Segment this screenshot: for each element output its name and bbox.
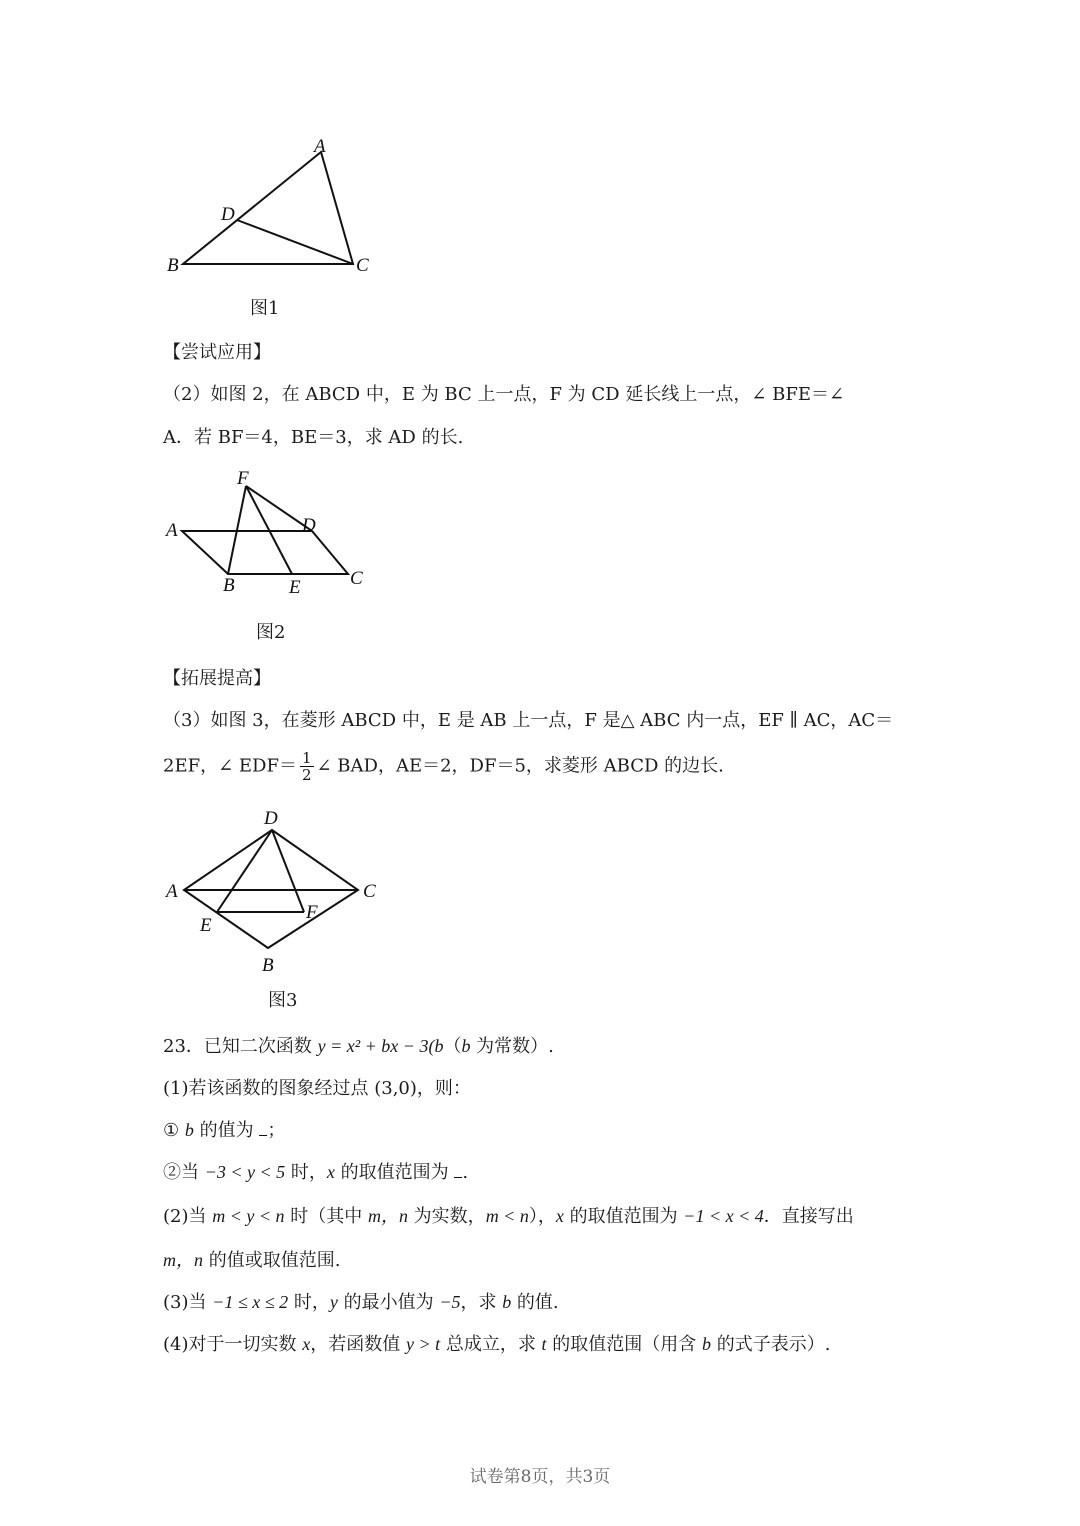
point-label-a: A (166, 881, 178, 902)
q23-p2-e: 的取值范围为 (563, 1206, 684, 1227)
q23-formula: y = x² + bx − 3(b (317, 1036, 444, 1056)
q23-p4-var2: t (541, 1334, 547, 1354)
segment-dc (237, 220, 353, 264)
q23-p4-c: 总成立，求 (440, 1334, 542, 1355)
point-label-c: C (363, 881, 376, 902)
point-label-e: E (200, 915, 212, 936)
q23-p2-ineq3: −1 < x < 4 (683, 1206, 764, 1226)
q23-intro-c: 为常数）. (470, 1036, 554, 1057)
q23-p1-2-a: ②当 (163, 1162, 205, 1183)
q23-intro-b: （ (443, 1036, 462, 1057)
section-try-heading: 【尝试应用】 (163, 342, 271, 363)
q23-p4-d: 的取值范围（用含 (546, 1334, 703, 1355)
point-label-b: B (262, 955, 274, 976)
q23-p3-c: 的最小值为 (337, 1292, 440, 1313)
figure-1-caption: 图1 (250, 298, 280, 319)
point-label-a: A (166, 520, 178, 541)
q23-p2-c: 为实数， (407, 1206, 486, 1227)
q23-p4-ineq: y > t (405, 1334, 441, 1354)
q23-p3-ineq: −1 ≤ x ≤ 2 (212, 1292, 289, 1312)
q23-part-3 (163, 1288, 559, 1314)
q23-p1-2-c: 的取值范围为 (334, 1162, 455, 1183)
q23-part-2 (163, 1202, 854, 1228)
triangle-abc (183, 152, 353, 264)
parallelogram-abcd (182, 531, 348, 574)
q23-p2-a: (2)当 (163, 1206, 213, 1227)
q23-p3-var: y (329, 1292, 338, 1312)
section-extend-heading: 【拓展提高】 (163, 668, 271, 689)
point-label-d: D (264, 808, 278, 829)
point-label-d: D (302, 515, 316, 536)
point-label-b: B (167, 255, 179, 276)
q23-p3-d: ，求 (460, 1292, 503, 1313)
q23-p1-2-b: 时， (285, 1162, 327, 1183)
q23-intro (163, 1032, 554, 1058)
fraction-denominator: 2 (301, 766, 312, 784)
problem-3-text-b: ∠ BAD，AE＝2，DF＝5，求菱形 ABCD 的边长. (316, 755, 724, 777)
q23-p1-1-a: ① (163, 1120, 185, 1141)
q23-part-1-2 (163, 1158, 468, 1184)
fraction-half (300, 750, 314, 783)
q23-p4-e: 的式子表示）. (711, 1334, 831, 1355)
q23-p3-b: 时， (288, 1292, 330, 1313)
point-label-e: E (289, 577, 301, 598)
fraction-numerator: 1 (301, 749, 312, 767)
point-label-f: F (306, 902, 318, 923)
q23-p2-ineq2: m < n (485, 1206, 529, 1226)
figure-1 (150, 130, 390, 290)
point-label-b: B (223, 575, 235, 596)
q23-p1-2-ineq: −3 < y < 5 (204, 1162, 286, 1182)
q23-p1-1-b: 的值为 (193, 1120, 260, 1141)
q23-p4-var3: b (702, 1334, 712, 1354)
point-label-f: F (237, 468, 249, 489)
q23-part-2-line-2 (163, 1246, 340, 1272)
q23-p2-var: x (555, 1206, 564, 1226)
q23-p3-var2: b (502, 1292, 512, 1312)
q23-p2-vars: m，n (367, 1206, 408, 1226)
q23-part-1-1 (163, 1116, 285, 1142)
problem-3-line-2 (163, 750, 724, 783)
q23-p1-1-c: ； (267, 1120, 286, 1141)
q23-p3-val: −5 (439, 1292, 461, 1312)
q23-p2-ineq: m < y < n (212, 1206, 285, 1226)
segment-de (217, 830, 272, 912)
figure-2-caption: 图2 (256, 622, 286, 643)
point-label-d: D (221, 204, 235, 225)
q23-part-1: (1)若该函数的图象经过点 (3,0)，则： (163, 1078, 471, 1099)
q23-intro-var: b (461, 1036, 471, 1056)
q23-p3-e: 的值. (511, 1292, 559, 1313)
problem-3-line-1: （3）如图 3，在菱形 ABCD 中，E 是 AB 上一点，F 是△ ABC 内一点，EF ∥ AC，AC＝ (163, 710, 894, 731)
figure-3 (150, 800, 390, 980)
figure-3-caption: 图3 (268, 990, 298, 1011)
q23-p4-a: (4)对于一切实数 (163, 1334, 303, 1355)
q23-p1-2-d: . (462, 1162, 469, 1183)
q23-p2-line2: 的值或取值范围. (203, 1250, 341, 1271)
q23-part-4 (163, 1330, 830, 1356)
q23-p1-1-var: b (184, 1120, 194, 1140)
q23-p4-b: ，若函数值 (310, 1334, 406, 1355)
q23-p2-d: ）， (528, 1206, 556, 1227)
problem-2-line-1: （2）如图 2，在 ABCD 中，E 为 BC 上一点，F 为 CD 延长线上一点，∠ BFE＝∠ (163, 384, 845, 405)
q23-p1-2-var: x (326, 1162, 335, 1182)
problem-3-text-a: 2EF，∠ EDF＝ (163, 755, 297, 777)
q23-p3-a: (3)当 (163, 1292, 213, 1313)
q23-intro-a: 23．已知二次函数 (163, 1036, 318, 1057)
problem-2-line-2: A．若 BF＝4，BE＝3，求 AD 的长. (163, 427, 464, 448)
q23-p2-f: ．直接写出 (763, 1206, 854, 1227)
q23-p4-var: x (302, 1334, 311, 1354)
q23-p2-b: 时（其中 (284, 1206, 368, 1227)
page-footer: 试卷第8页，共3页 (469, 1467, 611, 1487)
point-label-a: A (314, 136, 326, 157)
point-label-c: C (350, 568, 363, 589)
q23-p2-line2-vars: m，n (163, 1250, 203, 1270)
point-label-c: C (356, 255, 369, 276)
figure-2 (150, 460, 390, 610)
